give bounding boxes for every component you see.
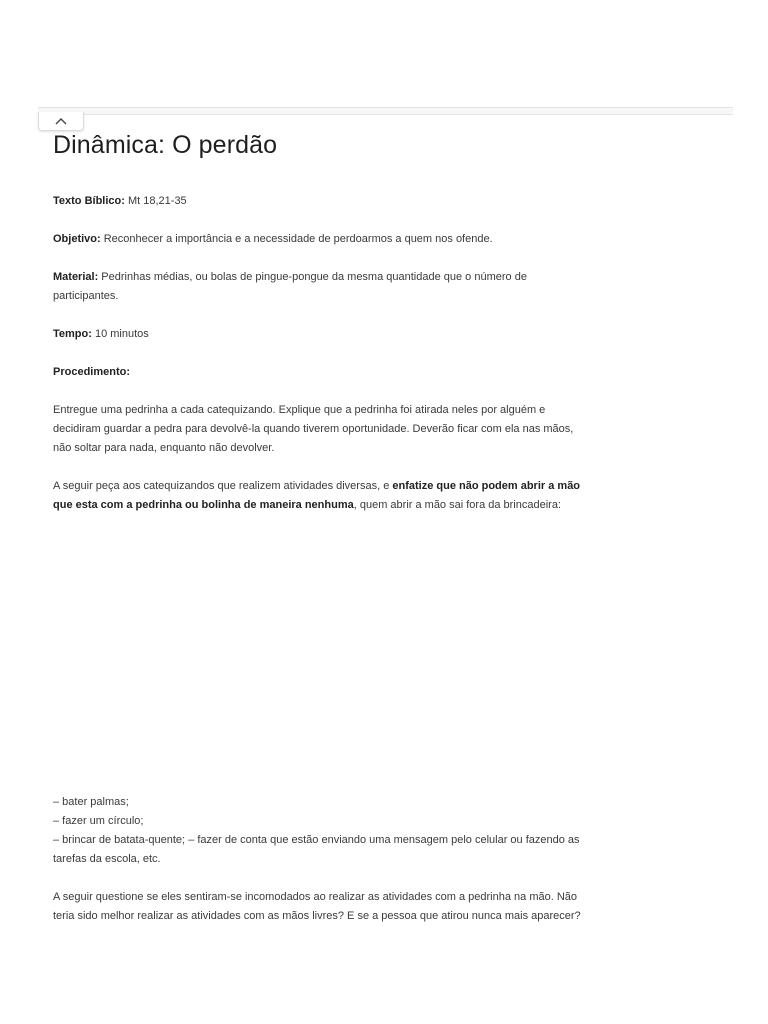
procedimento-label: Procedimento: [53, 366, 131, 378]
list-item: – bater palmas; [53, 796, 129, 808]
paragraph-1: Entregue uma pedrinha a cada catequizando. Explique que a pedrinha foi atirada neles por alguém e decidiram guardar a pedra para devolvê-la quando tiverem oportunidade. Deverão ficar com ela nas mãos, não soltar para nada, enquanto não devolver. [53, 404, 574, 454]
paragraph-3: A seguir questione se eles sentiram-se incomodados ao realizar as atividades com a pedrinha na mão. Não teria sido melhor realizar as atividades com as mãos livres? E se a pessoa que atirou nunca mais aparecer? [53, 891, 581, 922]
material-label: Material: [53, 271, 99, 283]
tempo-label: Tempo: [53, 328, 92, 340]
blank-embedded-area [53, 515, 583, 793]
activities-list [53, 793, 583, 869]
texto-biblico-line [53, 192, 583, 211]
list-item: – fazer um círculo; [53, 815, 144, 827]
material-line [53, 268, 583, 306]
paragraph-2 [53, 477, 583, 515]
tempo-line [53, 325, 583, 344]
article-body [53, 128, 583, 926]
objetivo-label: Objetivo: [53, 233, 101, 245]
material-value: Pedrinhas médias, ou bolas de pingue-pongue da mesma quantidade que o número de participantes. [53, 271, 527, 302]
paragraph-2-bold: enfatize que não podem abrir a mão que esta com a pedrinha ou bolinha de maneira nenhuma [53, 480, 581, 511]
texto-biblico-label: Texto Bíblico: [53, 195, 125, 207]
paragraph-2-pre: A seguir peça aos catequizandos que realizem atividades diversas, e [53, 480, 393, 492]
procedimento-heading [53, 363, 583, 382]
list-item: – brincar de batata-quente; – fazer de conta que estão enviando uma mensagem pelo celular ou fazendo as tarefas da escola, etc. [53, 834, 580, 865]
objetivo-line [53, 230, 583, 249]
tempo-value: 10 minutos [91, 328, 149, 340]
texto-biblico-value: Mt 18,21-35 [124, 195, 187, 207]
page-title: Dinâmica: O perdão [53, 131, 278, 159]
document-toolbar-bar [38, 107, 733, 115]
objetivo-value: Reconhecer a importância e a necessidade de perdoarmos a quem nos ofende. [100, 233, 493, 245]
paragraph-2-post: , quem abrir a mão sai fora da brincadeira: [353, 499, 562, 511]
